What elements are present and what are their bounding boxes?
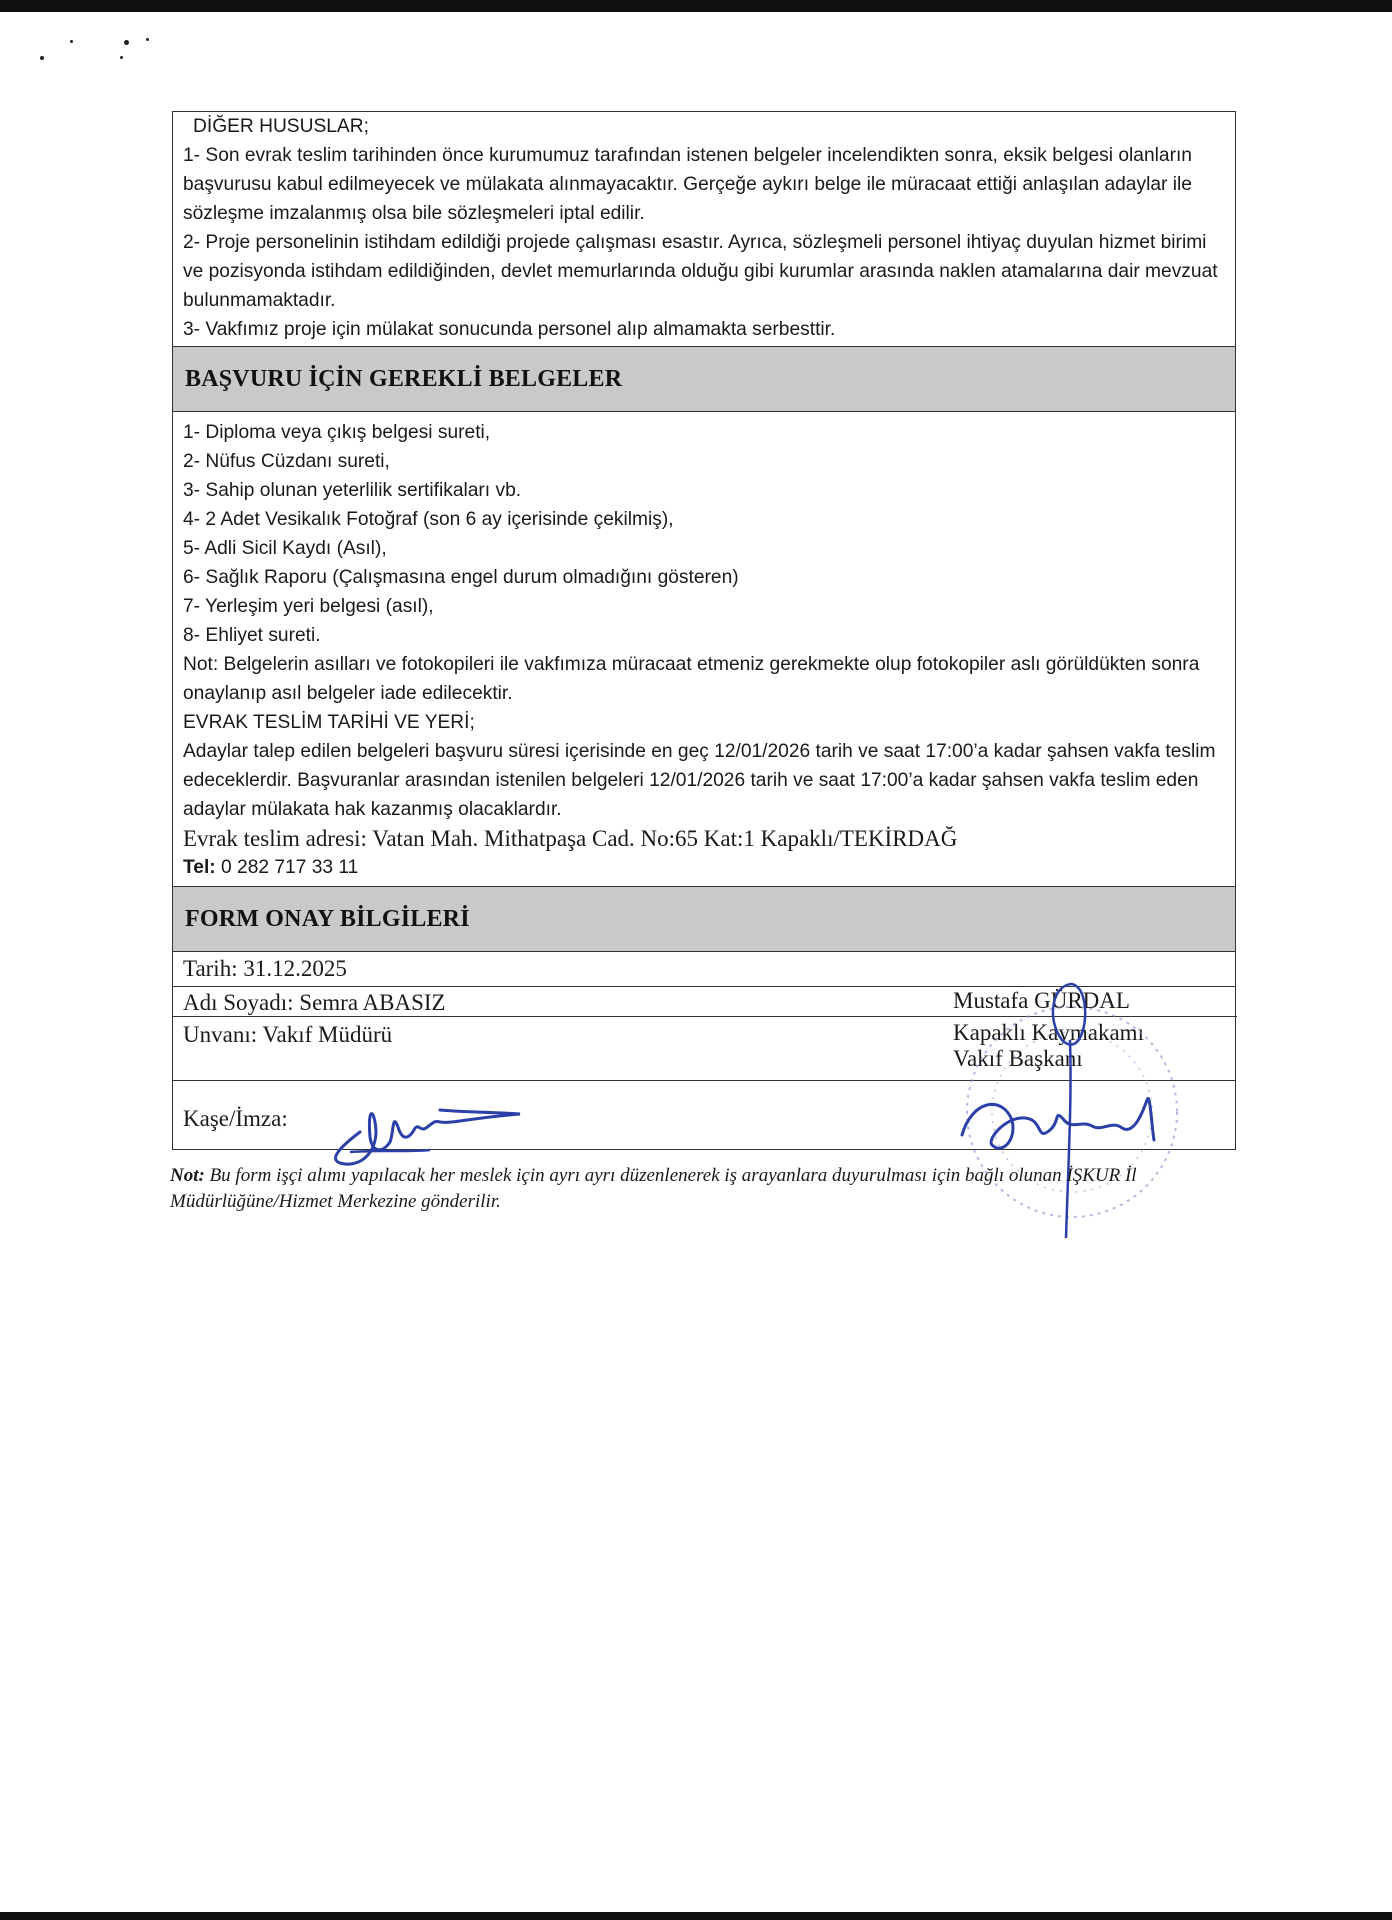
document-item: 8- Ehliyet sureti. [183,625,321,646]
stamp-signature-label: Kaşe/İmza: [183,1106,288,1131]
scan-edge-bottom [0,1912,1392,1920]
document-item: 2- Nüfus Cüzdanı sureti, [183,451,390,472]
documents-note: Not: Belgelerin asılları ve fotokopileri ile vakfımıza müracaat etmeniz gerekmekte olup fotokopiler aslı görüldükten sonra onaylanıp asıl belgeler iade edilecektir. [183,654,1200,704]
delivery-address: Evrak teslim adresi: Vatan Mah. Mithatpaşa Cad. No:65 Kat:1 Kapaklı/TEKİRDAĞ [183,826,958,851]
phone-line [183,853,1225,882]
delivery-title: EVRAK TESLİM TARİHİ VE YERİ; [183,712,475,733]
signer-title-1: Kapaklı Kaymakamı [953,1020,1144,1045]
handwritten-signature-left [320,1092,540,1172]
document-item: 4- 2 Adet Vesikalık Fotoğraf (son 6 ay içerisinde çekilmiş), [183,509,674,530]
phone-number: 0 282 717 33 11 [215,857,359,878]
other-matters-title: DİĞER HUSUSLAR; [193,116,369,137]
signer-name: Mustafa GÜRDAL [953,988,1130,1013]
required-documents-list [173,411,1235,886]
document-item: 7- Yerleşim yeri belgesi (asıl), [183,596,434,617]
phone-label: Tel: [183,857,216,878]
approval-title: Unvanı: Vakıf Müdürü [183,1022,393,1047]
scan-specks [40,30,160,70]
approval-header: FORM ONAY BİLGİLERİ [173,886,1235,951]
other-matters-item-3: 3- Vakfımız proje için mülakat sonucunda personel alıp almamakta serbesttir. [183,319,836,340]
footer-note-label: Not: [170,1165,205,1186]
required-documents-header: BAŞVURU İÇİN GEREKLİ BELGELER [173,346,1235,411]
approval-date: Tarih: 31.12.2025 [183,956,347,981]
document-item: 3- Sahip olunan yeterlilik sertifikaları vb. [183,480,522,501]
document-item: 5- Adli Sicil Kaydı (Asıl), [183,538,387,559]
approval-name: Adı Soyadı: Semra ABASIZ [183,990,446,1015]
scan-edge-top [0,0,1392,12]
delivery-text: Adaylar talep edilen belgeleri başvuru süresi içerisinde en geç 12/01/2026 tarih ve saat 17:00’a kadar şahsen vakfa teslim edeceklerdir. Başvuranlar arasından istenilen belgeleri 12/01/2026 tarih ve saat 17:00’a kadar şahsen vakfa teslim eden adaylar mülakata hak kazanmış olacaklardır. [183,741,1216,820]
other-matters-item-2: 2- Proje personelinin istihdam edildiği projede çalışması esastır. Ayrıca, sözleşmeli personel ihtiyaç duyulan hizmet birimi ve pozisyonda istihdam edildiğinden, devlet memurlarında olduğu gibi kurumlar arasında naklen atamalarına dair mevzuat bulunmamaktadır. [183,232,1218,311]
document-item: 1- Diploma veya çıkış belgesi sureti, [183,422,491,443]
other-matters-item-1: 1- Son evrak teslim tarihinden önce kurumumuz tarafından istenen belgeler incelendikten sonra, eksik belgesi olanların başvurusu kabul edilmeyecek ve mülakata alınmayacaktır. Gerçeğe aykırı belge ile müracaat ettiği anlaşılan adaylar ile sözleşme imzalanmış olsa bile sözleşmeleri iptal edilir. [183,145,1192,224]
footer-note-text: Bu form işçi alımı yapılacak her meslek için ayrı ayrı düzenlenerek iş arayanlara duyurulması için bağlı olunan İŞKUR İl Müdürlüğüne/Hizmet Merkezine gönderilir. [170,1165,1137,1212]
signer-title-2: Vakıf Başkanı [953,1046,1083,1071]
document-item: 6- Sağlık Raporu (Çalışmasına engel durum olmadığını gösteren) [183,567,739,588]
footer-note [170,1163,1240,1215]
